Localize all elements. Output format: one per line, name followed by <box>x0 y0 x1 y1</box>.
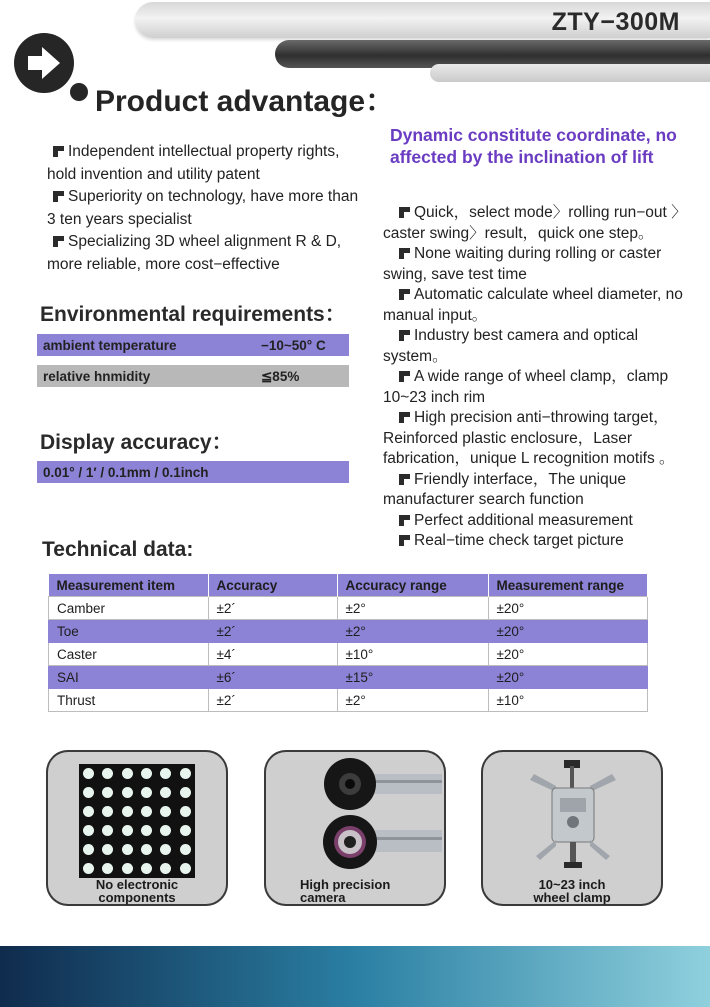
bullet-icon <box>399 535 410 546</box>
environment-title: Environmental requirements： <box>40 303 346 326</box>
table-cell: ±6´ <box>208 666 337 689</box>
footer-band <box>0 946 710 1007</box>
section-title-product-advantage: Product advantage： <box>95 85 396 118</box>
technical-data-table <box>48 574 648 712</box>
column-header: Accuracy range <box>337 574 488 597</box>
environment-label: ambient temperature <box>43 338 177 353</box>
table-row <box>49 689 648 712</box>
table-cell: ±10° <box>337 643 488 666</box>
bullet-icon <box>399 474 410 485</box>
environment-label: relative hnmidity <box>43 369 151 384</box>
display-accuracy-value: 0.01° / 1′ / 0.1mm / 0.1inch <box>43 465 209 480</box>
bullet-icon <box>399 207 410 218</box>
arrow-badge-dot <box>70 83 88 101</box>
left-feature-list <box>47 141 367 276</box>
right-feature-8: Perfect additional measurement <box>383 511 701 532</box>
bullet-icon <box>399 371 410 382</box>
table-row <box>49 597 648 620</box>
wheel-clamp-icon <box>526 756 620 874</box>
environment-row-temperature <box>37 334 349 356</box>
left-feature-3: Specializing 3D wheel alignment R & D, more reliable, more cost−effective <box>47 233 342 273</box>
table-cell: SAI <box>49 666 209 689</box>
arrow-right-icon <box>24 43 64 83</box>
table-row <box>49 643 648 666</box>
card-wheel-clamp <box>481 750 663 906</box>
display-accuracy-row <box>37 461 349 483</box>
table-cell: Toe <box>49 620 209 643</box>
table-cell: ±20° <box>488 620 648 643</box>
card-camera <box>264 750 446 906</box>
right-feature-5: A wide range of wheel clamp，clamp 10~23 inch rim <box>383 368 669 406</box>
bullet-icon <box>53 236 64 247</box>
model-name: ZTY−300M <box>551 8 680 36</box>
card-caption-line1: No electronic <box>95 877 179 892</box>
table-cell: Camber <box>49 597 209 620</box>
dynamic-coordinate-title: Dynamic constitute coordinate, no affected by the inclination of lift <box>390 125 677 167</box>
bullet-icon <box>53 146 64 157</box>
bullet-icon <box>399 248 410 259</box>
table-row <box>49 620 648 643</box>
left-feature-2: Superiority on technology, have more than 3 ten years specialist <box>47 188 359 228</box>
table-cell: ±2´ <box>208 597 337 620</box>
table-cell: ±20° <box>488 643 648 666</box>
table-cell: ±2° <box>337 597 488 620</box>
right-feature-list <box>383 203 701 552</box>
environment-row-humidity <box>37 365 349 387</box>
bullet-icon <box>53 191 64 202</box>
right-feature-9: Real−time check target picture <box>383 531 701 552</box>
table-cell: ±2´ <box>208 689 337 712</box>
bullet-icon <box>399 289 410 300</box>
table-cell: ±2° <box>337 689 488 712</box>
bullet-icon <box>399 412 410 423</box>
camera-icon <box>322 758 442 876</box>
left-feature-1: Independent intellectual property rights, hold invention and utility patent <box>47 143 340 183</box>
table-cell: ±20° <box>488 666 648 689</box>
bullet-icon <box>399 330 410 341</box>
card-caption-line2: camera <box>300 890 346 905</box>
table-cell: ±20° <box>488 597 648 620</box>
table-row <box>49 666 648 689</box>
header-swoosh-bottom <box>430 64 710 82</box>
column-header: Measurement item <box>49 574 209 597</box>
table-cell: Caster <box>49 643 209 666</box>
right-feature-3: Automatic calculate wheel diameter, no manual input。 <box>383 286 683 324</box>
card-caption-line1: 10~23 inch <box>538 877 606 892</box>
target-board-icon <box>79 764 195 878</box>
right-feature-4: Industry best camera and optical system。 <box>383 327 639 365</box>
table-header-row <box>49 574 648 597</box>
technical-data-title: Technical data: <box>42 538 194 561</box>
table-cell: ±2´ <box>208 620 337 643</box>
environment-value: ≦85% <box>261 369 300 384</box>
card-target-board <box>46 750 228 906</box>
bullet-icon <box>399 515 410 526</box>
card-caption-line2: wheel clamp <box>533 890 611 905</box>
right-feature-6: High precision anti−throwing target，Reinforced plastic enclosure，Laser fabrication，unique L recognition motifs 。 <box>383 409 675 467</box>
right-feature-2: None waiting during rolling or caster swing, save test time <box>383 245 662 283</box>
column-header: Measurement range <box>488 574 648 597</box>
display-accuracy-title: Display accuracy： <box>40 431 233 454</box>
card-caption-line2: components <box>98 890 176 905</box>
table-cell: ±2° <box>337 620 488 643</box>
table-cell: ±10° <box>488 689 648 712</box>
environment-value: −10~50° C <box>261 338 326 353</box>
right-feature-1: Quick，select mode〉rolling run−out 〉caster swing〉result，quick one step。 <box>383 204 687 242</box>
table-cell: ±15° <box>337 666 488 689</box>
card-caption-line1: High precision <box>300 877 391 892</box>
column-header: Accuracy <box>208 574 337 597</box>
table-cell: Thrust <box>49 689 209 712</box>
right-feature-7: Friendly interface，The unique manufacturer search function <box>383 470 626 508</box>
table-cell: ±4´ <box>208 643 337 666</box>
